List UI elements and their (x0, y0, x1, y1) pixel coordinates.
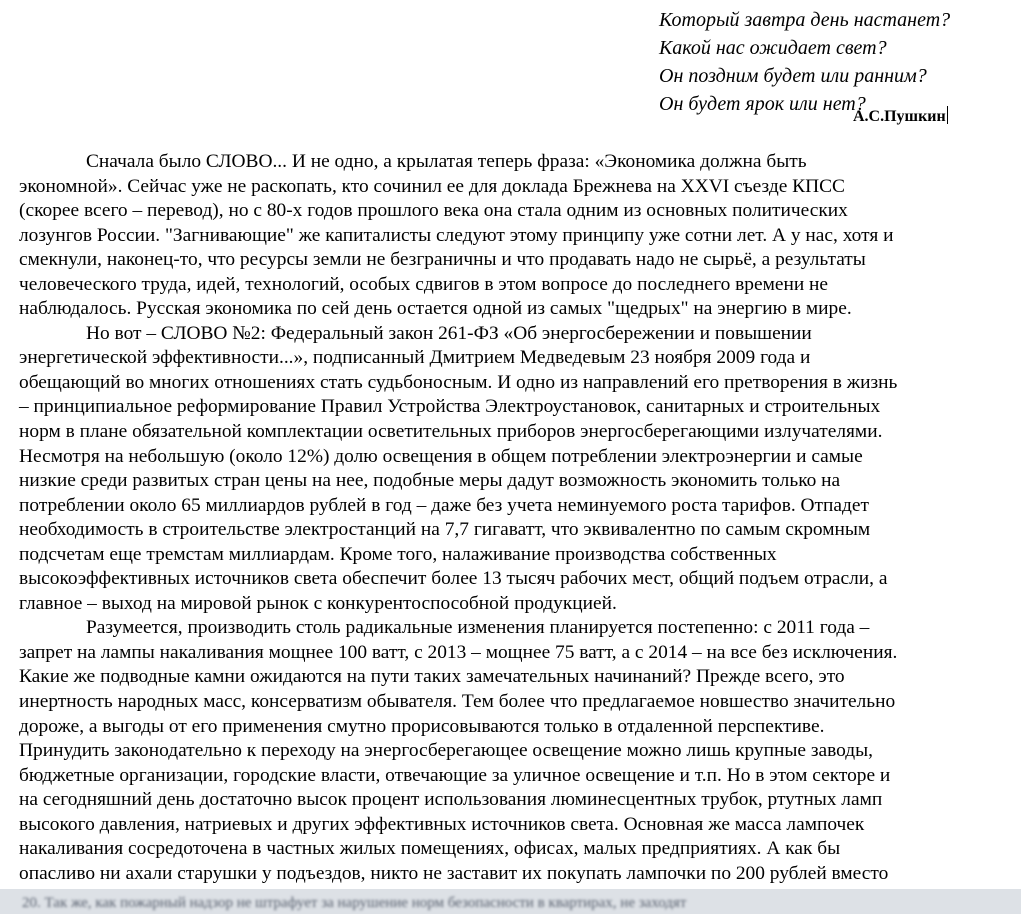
text-line: норм в плане обязательной комплектации осветительных приборов энергосберегающими излучателями. (19, 421, 883, 443)
text-line: необходимость в строительстве электростанций на 7,7 гигаватт, что эквивалентно по самым скромным (19, 519, 871, 541)
text-line: низкие среди развитых стран цены на нее, подобные меры дадут возможность экономить только на (19, 470, 841, 492)
text-line: человеческого труда, идей, технологий, особых сдвигов в этом вопросе до последнего времени не (19, 273, 829, 295)
text-line: на сегодняшний день достаточно высок процент использования люминесцентных трубок, ртутных ламп (19, 789, 883, 811)
text-cursor (947, 106, 948, 124)
text-line: (скорее всего – перевод), но с 80-х годов прошлого века она стала одним из основных политических (19, 200, 848, 222)
paragraph (19, 616, 1009, 884)
text-line: Сначала было СЛОВО... И не одно, а крылатая теперь фраза: «Экономика должна быть (86, 151, 807, 172)
text-line: потреблении около 65 миллиардов рублей в год – даже без учета неминуемого роста тарифов. Отпадет (19, 494, 869, 516)
text-line: инертность народных масс, консерватизм обывателя. Тем более что предлагаемое новшество значительно (19, 691, 896, 713)
epigraph-line: Он будет ярок или нет? (659, 93, 866, 115)
document-body[interactable] (19, 150, 1009, 884)
text-line: высокого давления, натриевых и других эффективных источников света. Основная же масса лампочек (19, 813, 865, 835)
epigraph-line: Какой нас ожидает свет? (659, 37, 887, 59)
text-line: высокоэффективных источников света обеспечит более 13 тысяч рабочих мест, общий подъем отрасли, а (19, 568, 888, 590)
text-line: бюджетные организации, городские власти, отвечающие за уличное освещение и т.п. Но в этом секторе и (19, 764, 891, 786)
epigraph (659, 6, 999, 118)
text-line: обещающий во многих отношениях стать судьбоносным. И одно из направлений его претворения в жизнь (19, 371, 898, 393)
text-line: главное – выход на мировой рынок с конкурентоспособной продукцией. (19, 592, 617, 614)
text-line: Но вот – СЛОВО №2: Федеральный закон 261-ФЗ «Об энергосбережении и повышении (86, 322, 812, 344)
blurred-footer-band (0, 889, 1021, 914)
text-line: Разумеется, производить столь радикальные изменения планируется постепенно: с 2011 года – (86, 617, 870, 639)
text-line-cut: опасливо ни ахали старушки у подъездов, никто не заставит их покупать лампочки по 200 рублей вместо (19, 862, 889, 884)
blurred-text-line: 20. Так же, как пожарный надзор не штрафует за нарушение норм безопасности в квартирах, не заходят (22, 895, 687, 911)
text-line: подсчетам еще тремстам миллиардам. Кроме того, налаживание производства собственных (19, 543, 777, 565)
epigraph-line: Он поздним будет или ранним? (659, 65, 927, 87)
text-line: накаливания сосредоточена в частных жилых помещениях, офисах, малых предприятиях. А как бы (19, 838, 841, 860)
text-line: Принудить законодательно к переходу на энергосберегающее освещение можно лишь крупные заводы, (19, 740, 874, 762)
text-line: Какие же подводные камни ожидаются на пути таких замечательных начинаний? Прежде всего, это (19, 666, 845, 688)
epigraph-author-block[interactable] (853, 106, 948, 127)
text-line: Несмотря на небольшую (около 12%) долю освещения в общем потреблении электроэнергии и самые (19, 445, 863, 467)
paragraph (19, 150, 1009, 322)
epigraph-line: Который завтра день настанет? (659, 9, 951, 31)
text-line: запрет на лампы накаливания мощнее 100 ватт, с 2013 – мощнее 75 ватт, а с 2014 – на все без исключения. (19, 641, 898, 663)
epigraph-author: А.С.Пушкин (853, 108, 946, 125)
text-line: лозунгов России. "Загнивающие" же капиталисты следуют этому принципу уже сотни лет. А у нас, хотя и (19, 224, 894, 246)
text-line: дороже, а выгоды от его применения смутно прорисовываются только в отдаленной перспективе. (19, 715, 825, 737)
text-line: – принципиальное реформирование Правил Устройства Электроустановок, санитарных и строительных (19, 396, 881, 418)
paragraph (19, 322, 1009, 617)
text-line: экономной». Сейчас уже не раскопать, кто сочинил ее для доклада Брежнева на XXVI съезде КПСС (19, 175, 845, 197)
text-line: смекнули, наконец-то, что ресурсы земли не безграничны и что продавать надо не сырьё, а результаты (19, 249, 866, 271)
text-line: наблюдалось. Русская экономика по сей день остается одной из самых "щедрых" на энергию в мире. (19, 298, 852, 320)
text-line: энергетической эффективности...», подписанный Дмитрием Медведевым 23 ноября 2009 года и (19, 347, 811, 369)
